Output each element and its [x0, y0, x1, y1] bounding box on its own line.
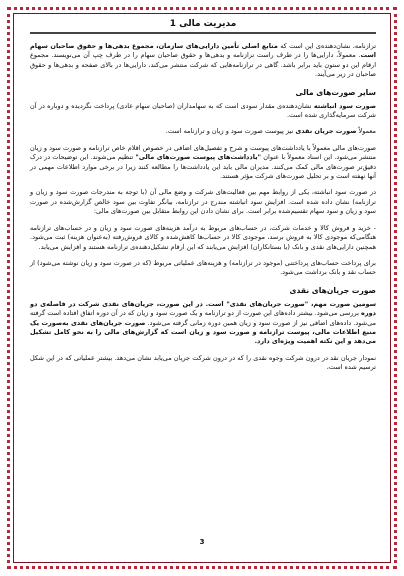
- section-heading-other-statements: سایر صورت‌های مالی: [295, 87, 376, 97]
- page-number: 3: [199, 538, 205, 546]
- cash-flow-diagram-paragraph: نمودار جریان نقد در درون شرکت وجوه نقدی را که در درون شرکت جریان می‌یابد نشان می‌دهد. بیشتر عملیاتی که در این شکل ترسیم شده است،: [30, 353, 376, 372]
- payables-paragraph: برای پرداخت حساب‌های پرداختنی (موجود در ترازنامه) و هزینه‌های عملیاتی مربوط (که در صورت سود و زیان نوشته می‌شود) از حساب نقد و بانک برداشت می‌شود.: [30, 258, 376, 277]
- retained-earnings-paragraph: صورت سود انباشته نشان‌دهنده‌ی مقدار سودی است که به سهامداران (صاحبان سهام عادی) پرداخت نگردیده و دوباره در آن شرکت سرمایه‌گذاری شده است.: [30, 101, 376, 120]
- sales-paragraph: - خرید و فروش کالا و خدمات شرکت، در حساب‌های مربوط به درآمد هزینه‌های صورت سود و زیان و در حساب‌های ترازنامه هنگامی‌که موجودی کالا به فروش برسد، موجودی کالا در حساب‌ها کاهش‌شده و کالای فروش‌رفته (به‌عنوان هزینه) ثبت می‌شود. همچنین دارایی‌های نقدی و بانک (یا بستانکاران) افزایش می‌یابند که این ارقام تشکیل‌دهنده‌ی ترازنامه هستند و افزایش می‌یابد.: [30, 223, 376, 251]
- cash-flow-paragraph: سومین صورت مهم، "صورت جریان‌های نقدی" است. در این صورت، جریان‌های نقدی شرکت در فاصله‌ی دو دوره بررسی می‌شود. بیشتر داده‌های این صورت از دو ترازنامه و یک صورت سود و زیان که در آن دوره اتفاق افتاده است گرفته می‌شود. داده‌های اضافی نیز از صورت سود و زیان همین دوره زمانی گرفته می‌شود. صورت جریان‌های نقدی به‌صورت یک منبع اطلاعات مالی، پیوست ترازنامه و صورت سود و زیان است که گزارش‌های مالی را به نحو کامل تشکیل می‌دهد و این نکته اهمیت ویژه‌ای دارد.: [30, 299, 376, 346]
- page-title: مدیریت مالی 1: [162, 18, 245, 30]
- intro-paragraph: ترازنامه، نشان‌دهنده‌ی این است که منابع اصلی تأمین دارایی‌های سازمان، مجموع بدهی‌ها و حقوق صاحبان سهام است. معمولاً، دارایی‌ها را در طرف راست ترازنامه و بدهی‌ها و حقوق صاحبان سهام را در طرف چپ آن می‌نویسند. مجموع ارقام این دو ستون باید برابر باشد. گاهی در ترازنامه‌هایی که شرکت منتشر می‌کند، دارایی‌ها در بالای صفحه و بدهی‌ها و حقوق صاحبان در زیر می‌آیند.: [30, 42, 376, 79]
- section-heading-cash-flow: صورت جریان‌های نقدی: [289, 285, 376, 295]
- relationships-paragraph: در صورت سود انباشته، یکی از روابط مهم بین فعالیت‌های شرکت و وضع مالی آن (با توجه به مندرجات صورت سود و زیان و ترازنامه) نشان داده شده است. افزایش سود انباشته مندرج در ترازنامه، بیانگر تفاوت بین سود خالص گزارش‌شده در صورت سود و زیان و سود سهام تقسیم‌شده برابر است. برای نشان دادن این روابط متقابل بین صورت‌های مالی:: [30, 188, 376, 216]
- page-header: [30, 18, 376, 34]
- cash-flow-intro-paragraph: معمولاً صورت جریان نقدی نیز پیوست صورت سود و زیان و ترازنامه است.: [165, 127, 376, 136]
- page-content: [30, 18, 376, 380]
- notes-paragraph: صورت‌های مالی معمولاً با یادداشت‌های پیوست و شرح و تفصیل‌های اضافی در خصوص اقلام خاص ترازنامه و صورت سود و زیان منتشر می‌شود. این اسناد معمولاً با عنوان "یادداشت‌های پیوست صورت‌های مالی" تنظیم می‌شوند. این توضیحات در درک دقیق‌تر صورت‌های مالی کمک می‌کنند. مدیران مالی باید این یادداشت‌ها را مطالعه کنند زیرا در برخی موارد اطلاعات مهمی در آنها نهفته است و بر تحلیل صورت‌های شرکت مؤثر هستند.: [30, 143, 377, 181]
- intro-emphasis: منابع اصلی تأمین دارایی‌های سازمان، مجموع بدهی‌ها و حقوق صاحبان سهام است: [30, 42, 376, 60]
